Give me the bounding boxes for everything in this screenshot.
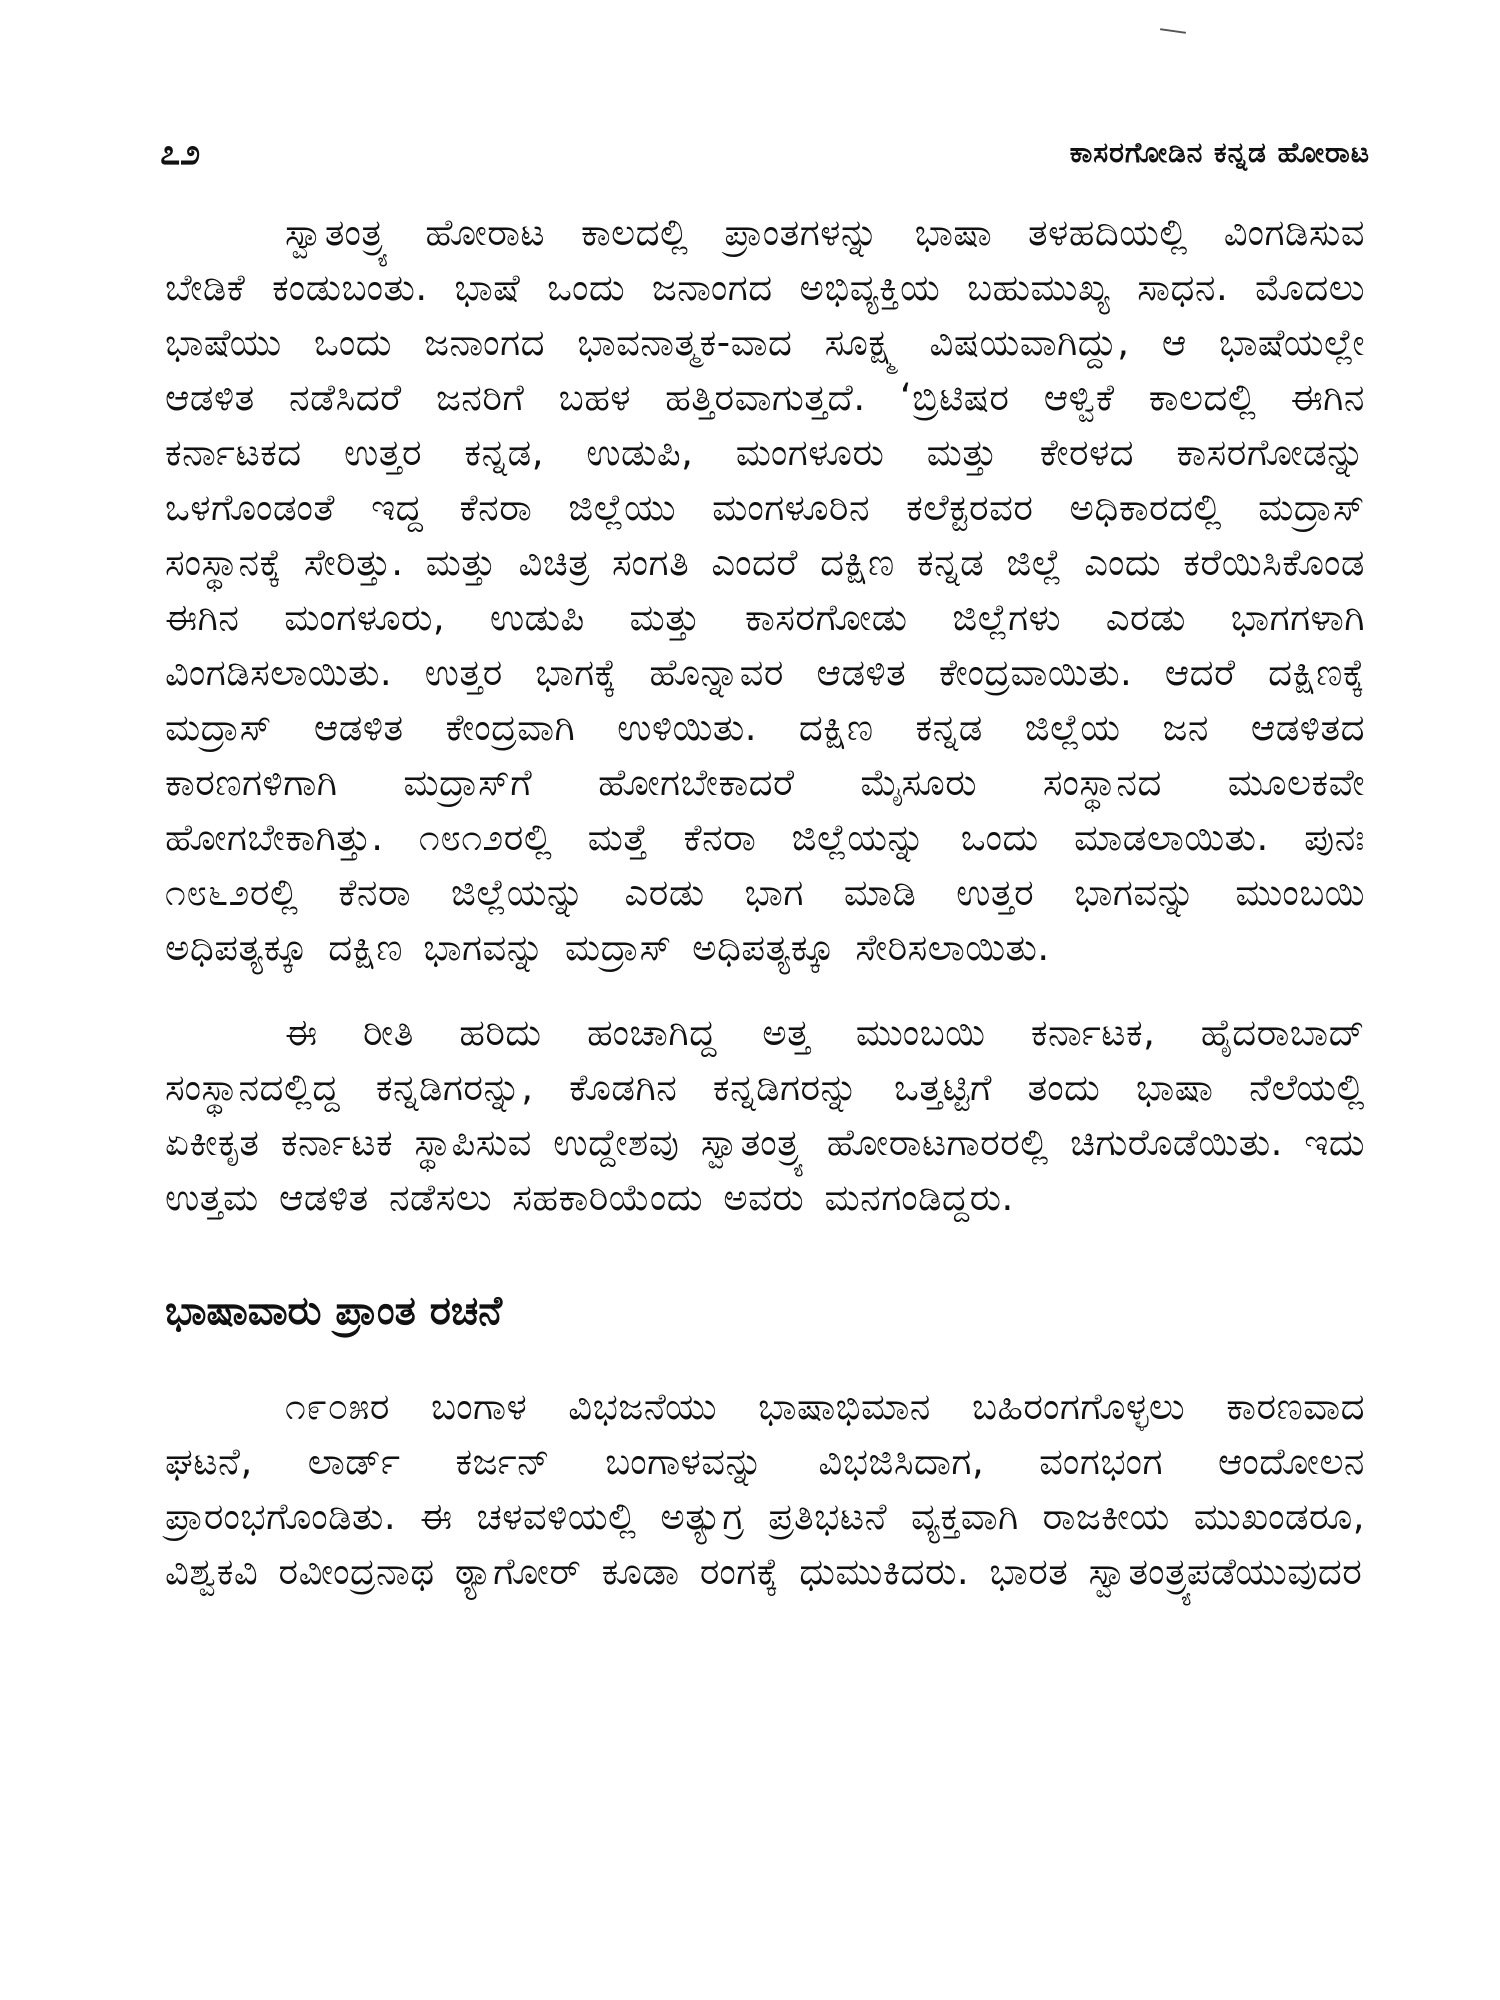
section-heading: ಭಾಷಾವಾರು ಪ್ರಾಂತ ರಚನೆ [165,1288,503,1334]
scan-mark [1160,28,1186,34]
paragraph-1: ಸ್ವಾತಂತ್ರ್ಯ ಹೋರಾಟ ಕಾಲದಲ್ಲಿ ಪ್ರಾಂತಗಳನ್ನು ಭಾಷಾ ತಳಹದಿಯಲ್ಲಿ ವಿಂಗಡಿಸುವ ಬೇಡಿಕೆ ಕಂಡುಬಂತು. ಭಾಷೆ ಒಂದು ಜನಾಂಗದ ಅಭಿವ್ಯಕ್ತಿಯ ಬಹುಮುಖ್ಯ ಸಾಧನ. ಮೊದಲು ಭಾಷೆಯು ಒಂದು ಜನಾಂಗದ ಭಾವನಾತ್ಮಕ-ವಾದ ಸೂಕ್ಷ್ಮ ವಿಷಯವಾಗಿದ್ದು, ಆ ಭಾಷೆಯಲ್ಲೇ ಆಡಳಿತ ನಡೆಸಿದರೆ ಜನರಿಗೆ ಬಹಳ ಹತ್ತಿರವಾಗುತ್ತದೆ. ‘ಬ್ರಿಟಿಷರ ಆಳ್ವಿಕೆ ಕಾಲದಲ್ಲಿ ಈಗಿನ ಕರ್ನಾಟಕದ ಉತ್ತರ ಕನ್ನಡ, ಉಡುಪಿ, ಮಂಗಳೂರು ಮತ್ತು ಕೇರಳದ ಕಾಸರಗೋಡನ್ನು ಒಳಗೊಂಡಂತೆ ಇದ್ದ ಕೆನರಾ ಜಿಲ್ಲೆಯು ಮಂಗಳೂರಿನ ಕಲೆಕ್ಟರವರ ಅಧಿಕಾರದಲ್ಲಿ ಮದ್ರಾಸ್ ಸಂಸ್ಥಾನಕ್ಕೆ ಸೇರಿತ್ತು. ಮತ್ತು ವಿಚಿತ್ರ ಸಂಗತಿ ಎಂದರೆ ದಕ್ಷಿಣ ಕನ್ನಡ ಜಿಲ್ಲೆ ಎಂದು ಕರೆಯಿಸಿಕೊಂಡ ಈಗಿನ ಮಂಗಳೂರು, ಉಡುಪಿ ಮತ್ತು ಕಾಸರಗೋಡು ಜಿಲ್ಲೆಗಳು ಎರಡು ಭಾಗಗಳಾಗಿ ವಿಂಗಡಿಸಲಾಯಿತು. ಉತ್ತರ ಭಾಗಕ್ಕೆ ಹೊನ್ನಾವರ ಆಡಳಿತ ಕೇಂದ್ರವಾಯಿತು. ಆದರೆ ದಕ್ಷಿಣಕ್ಕೆ ಮದ್ರಾಸ್ ಆಡಳಿತ ಕೇಂದ್ರವಾಗಿ ಉಳಿಯಿತು. ದಕ್ಷಿಣ ಕನ್ನಡ ಜಿಲ್ಲೆಯ ಜನ ಆಡಳಿತದ ಕಾರಣಗಳಿಗಾಗಿ ಮದ್ರಾಸ್‌ಗೆ ಹೋಗಬೇಕಾದರೆ ಮೈಸೂರು ಸಂಸ್ಥಾನದ ಮೂಲಕವೇ ಹೋಗಬೇಕಾಗಿತ್ತು. ೧೮೧೨ರಲ್ಲಿ ಮತ್ತೆ ಕೆನರಾ ಜಿಲ್ಲೆಯನ್ನು ಒಂದು ಮಾಡಲಾಯಿತು. ಪುನಃ ೧೮೬೨ರಲ್ಲಿ ಕೆನರಾ ಜಿಲ್ಲೆಯನ್ನು ಎರಡು ಭಾಗ ಮಾಡಿ ಉತ್ತರ ಭಾಗವನ್ನು ಮುಂಬಯಿ ಅಧಿಪತ್ಯಕ್ಕೂ ದಕ್ಷಿಣ ಭಾಗವನ್ನು ಮದ್ರಾಸ್ ಅಧಿಪತ್ಯಕ್ಕೂ ಸೇರಿಸಲಾಯಿತು. [165,211,1365,969]
body-text [165,205,1365,1599]
section-paragraph: ೧೯೦೫ರ ಬಂಗಾಳ ವಿಭಜನೆಯು ಭಾಷಾಭಿಮಾನ ಬಹಿರಂಗಗೊಳ್ಳಲು ಕಾರಣವಾದ ಘಟನೆ, ಲಾರ್ಡ್ ಕರ್ಜನ್ ಬಂಗಾಳವನ್ನು ವಿಭಜಿಸಿದಾಗ, ವಂಗಭಂಗ ಆಂದೋಲನ ಪ್ರಾರಂಭಗೊಂಡಿತು. ಈ ಚಳವಳಿಯಲ್ಲಿ ಅತ್ಯುಗ್ರ ಪ್ರತಿಭಟನೆ ವ್ಯಕ್ತವಾಗಿ ರಾಜಕೀಯ ಮುಖಂಡರೂ, ವಿಶ್ವಕವಿ ರವೀಂದ್ರನಾಥ ಠ್ಯಾಗೋರ್ ಕೂಡಾ ರಂಗಕ್ಕೆ ಧುಮುಕಿದರು. ಭಾರತ ಸ್ವಾತಂತ್ರ್ಯಪಡೆಯುವುದರ [165,1385,1365,1593]
page-number: ೭೨ [160,132,201,173]
page-header [160,128,1370,178]
paragraph-2: ಈ ರೀತಿ ಹರಿದು ಹಂಚಾಗಿದ್ದ ಅತ್ತ ಮುಂಬಯಿ ಕರ್ನಾಟಕ, ಹೈದರಾಬಾದ್ ಸಂಸ್ಥಾನದಲ್ಲಿದ್ದ ಕನ್ನಡಿಗರನ್ನು, ಕೊಡಗಿನ ಕನ್ನಡಿಗರನ್ನು ಒತ್ತಟ್ಟಿಗೆ ತಂದು ಭಾಷಾ ನೆಲೆಯಲ್ಲಿ ಏಕೀಕೃತ ಕರ್ನಾಟಕ ಸ್ಥಾಪಿಸುವ ಉದ್ದೇಶವು ಸ್ವಾತಂತ್ರ್ಯ ಹೋರಾಟಗಾರರಲ್ಲಿ ಚಿಗುರೊಡೆಯಿತು. ಇದು ಉತ್ತಮ ಆಡಳಿತ ನಡೆಸಲು ಸಹಕಾರಿಯೆಂದು ಅವರು ಮನಗಂಡಿದ್ದರು. [165,1011,1365,1219]
running-title: ಕಾಸರಗೋಡಿನ ಕನ್ನಡ ಹೋರಾಟ [1069,136,1370,169]
